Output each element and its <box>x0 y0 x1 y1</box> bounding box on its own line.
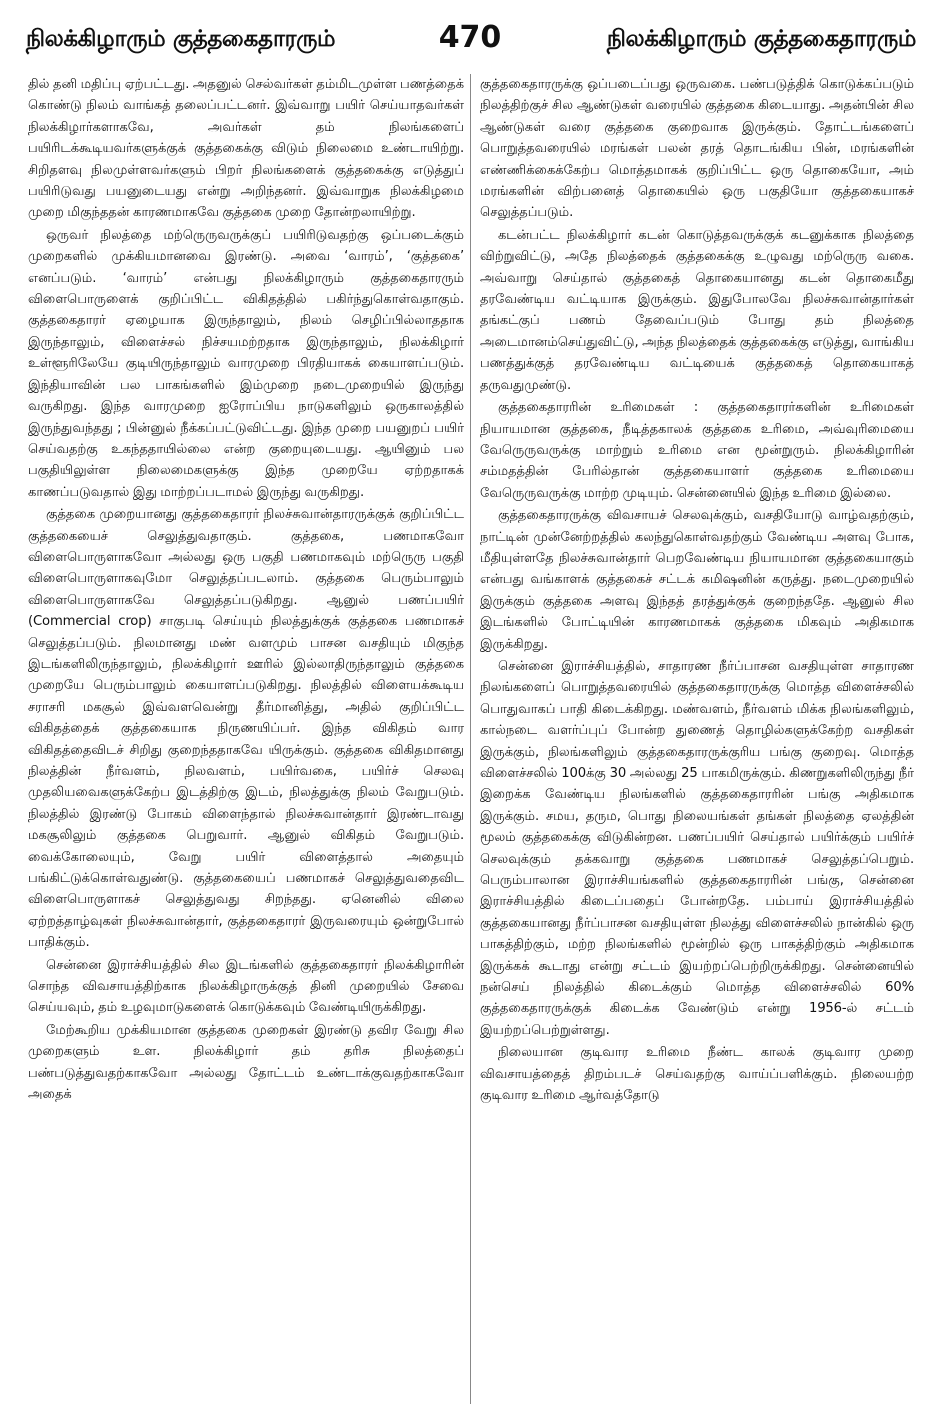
paragraph: ஒருவர் நிலத்தை மற்ருெருவருக்குப் பயிரிடுவதற்கு ஒப்படைக்கும் முறைகளில் முக்கியமானவை இரண்டு. அவை ‘வாரம்’, ‘குத்தகை’ எனப்படும். ‘வாரம்’ என்பது நிலக்கிழாரும் குத்தகைதாரரும் விளைபொருளைக் குறிப்பிட்ட விகிதத்தில் பகிர்ந்துகொள்வதாகும். குத்தகைதாரர் ஏழையாக இருந்தாலும், நிலம் செழிப்பில்லாததாக இருந்தாலும், விளைச்சல் நிச்சயமற்றதாக இருந்தாலும், நிலக்கிழார் உள்ளூரிலேயே குடியிருந்தாலும் வாரமுறை பிரதியாகக் கையாளப்படும். இந்தியாவின் பல பாகங்களில் இம்முறை நடைமுறையில் இருந்து வருகிறது. இந்த வாரமுறை ஐரோப்பிய நாடுகளிலும் ஒருகாலத்தில் இருந்துவந்தது ; பின்னுல் நீக்கப்பட்டுவிட்டது. இந்த முறை பயனுறப் பயிர் செய்வதற்கு உகந்ததாயில்லை என்ற குறையுடையது. ஆயினும் பல பகுதியிலுள்ள நிலைமைகளுக்கு இந்த முறையே ஏற்றதாகக் காணப்படுவதால் இது மாற்றப்படாமல் இருந்து வருகிறது. <box>28 227 464 500</box>
paragraph: தில் தனி மதிப்பு ஏற்பட்டது. அதனுல் செல்வர்கள் தம்மிடமுள்ள பணத்தைக் கொண்டு நிலம் வாங்கத் தலைப்பட்டனர். இவ்வாறு பயிர் செய்யாதவர்கள் நிலக்கிழார்களாகவே, அவர்கள் தம் நிலங்களைப் பயிரிடக்கூடியவர்களுக்குக் குத்தகைக்கு விடும் நிலைமை உண்டாயிற்று. சிறிதளவு நிலமுள்ளவர்களும் பிறர் நிலங்களைக் குத்தகைக்கு எடுத்துப் பயிரிடுவது பயனுடையது என்று அறிந்தனர். இவ்வாறுக நிலக்கிழமை முறை மிகுந்ததன் காரணமாகவே குத்தகை முறை தோன்றலாயிற்று. <box>28 77 464 221</box>
running-head-left: நிலக்கிழாரும் குத்தகைதாரரும் <box>26 26 336 52</box>
paragraph: குத்தகைதாரரின் உரிமைகள் : குத்தகைதாரர்களின் உரிமைகள் நியாயமான குத்தகை, நீடித்தகாலக் குத்தகை உரிமை, அவ்வுரிமையை வேருெருவருக்கு மாற்றும் உரிமை என மூன்றுரும். நிலக்கிழாரின் சம்மதத்தின் பேரில்தான் குத்தகையாளர் குத்தகை உரிமையை வேருெருவருக்கு மாற்ற முடியும். சென்னையில் இந்த உரிமை இல்லை. <box>480 400 914 501</box>
running-head-right: நிலக்கிழாரும் குத்தகைதாரரும் <box>606 26 916 52</box>
page-number: 470 <box>438 20 502 55</box>
paragraph: கடன்பட்ட நிலக்கிழார் கடன் கொடுத்தவருக்குக் கடனுக்காக நிலத்தை விற்றுவிட்டு, அதே நிலத்தைக் குத்தகைக்கு உழுவது மற்ருெரு வகை. அவ்வாறு செய்தால் குத்தகைத் தொகையானது கடன் தொகைமீது தரவேண்டிய வட்டியாக இருக்கும். இதுபோலவே நிலச்சுவான்தார்கள் தங்கட்குப் பணம் தேவைப்படும் போது தம் நிலத்தை அடைமானம்செய்துவிட்டு, அந்த நிலத்தைக் குத்தகைக்கு எடுத்து, வாங்கிய பணத்துக்குத் தரவேண்டிய வட்டியைக் குத்தகைத் தொகையாகத் தருவதுமுண்டு. <box>480 227 914 393</box>
column-divider <box>470 74 471 1404</box>
paragraph: குத்தகைதாரருக்கு ஒப்படைப்பது ஒருவகை. பண்படுத்திக் கொடுக்கப்படும் நிலத்திற்குச் சில ஆண்டுகள் வரையில் குத்தகை கிடையாது. அதன்பின் சில ஆண்டுகள் வரை குத்தகை குறைவாக இருக்கும். தோட்டங்களைப் பொறுத்தவரையில் மரங்கள் பலன் தரத் தொடங்கிய பின், மரங்களின் எண்ணிக்கைக்கேற்ப மொத்தமாகக் குறிப்பிட்ட ஒரு தொகையோ, அம் மரங்களின் விற்பனைத் தொகையில் ஒரு பகுதியோ குத்தகையாகச் செலுத்தப்படும். <box>480 77 914 221</box>
page-header <box>24 20 916 66</box>
paragraph: நிலையான குடிவார உரிமை நீண்ட காலக் குடிவார முறை விவசாயத்தைத் திறம்படச் செய்வதற்கு வாய்ப்பளிக்கும். நிலையற்ற குடிவார உரிமை ஆர்வத்தோடு <box>480 1045 914 1104</box>
paragraph: சென்னை இராச்சியத்தில், சாதாரண நீர்ப்பாசன வசதியுள்ள சாதாரண நிலங்களைப் பொறுத்தவரையில் குத்தகைதாரருக்கு மொத்த விளைச்சலில் பொதுவாகப் பாதி கிடைக்கிறது. மண்வளம், நீர்வளம் மிக்க நிலங்களிலும், கால்நடை வளர்ப்புப் போன்ற துணைத் தொழில்களுக்கேற்ற வசதிகள் இருக்கும், நிலங்களிலும் குத்தகைதாரருக்குரிய பங்கு குறைவு. மொத்த விளைச்சலில் 100க்கு 30 அல்லது 25 பாகமிருக்கும். கிணறுகளிலிருந்து நீர் இறைக்க வேண்டிய நிலங்களில் குத்தகைதாரரின் பங்கு அதிகமாக இருக்கும். சமய, தரும, பொது நிலையங்கள் தங்கள் நிலத்தை ஏலத்தின் மூலம் குத்தகைக்கு விடுகின்றன. பணப்பயிர் செய்தால் பயிர்க்கும் பயிர்ச் செலவுக்கும் தக்கவாறு குத்தகை பணமாகச் செலுத்தப்பெறும். பெரும்பாலான இராச்சியங்களில் குத்தகைதாரரின் பங்கு, சென்னை இராச்சியத்தில் கிடைப்பதைப் போன்றதே. பம்பாய் இராச்சியத்தில் குத்தகையானது நீர்ப்பாசன வசதியுள்ள நிலத்து விளைச்சலில் நான்கில் ஒரு பாகத்திற்கும், மற்ற நிலங்களில் மூன்றில் ஒரு பாகத்திற்கும் அதிகமாக இருக்கக் கூடாது என்று சட்டம் இயற்றப்பெற்றிருக்கிறது. சென்னையில் நன்செய் நிலத்தில் கிடைக்கும் மொத்த விளைச்சலில் 60% குத்தகைதாரருக்குக் கிடைக்க வேண்டும் என்று 1956-ல் சட்டம் இயற்றப்பெற்றுள்ளது. <box>480 658 914 1038</box>
right-column <box>480 74 914 1414</box>
paragraph: குத்தகை முறையானது குத்தகைதாரர் நிலச்சுவான்தாரருக்குக் குறிப்பிட்ட குத்தகையைச் செலுத்துவதாகும். குத்தகை, பணமாகவோ விளைபொருளாகவோ அல்லது ஒரு பகுதி பணமாகவும் மற்ருெரு பகுதி விளைபொருளாகவுமோ செலுத்தப்படலாம். குத்தகை பெரும்பாலும் விளைபொருளாகவே செலுத்தப்படுகிறது. ஆனுல் பணப்பயிர் (Commercial crop) சாகுபடி செய்யும் நிலத்துக்குக் குத்தகை பணமாகச் செலுத்தப்படும். நிலமானது மண் வளமும் பாசன வசதியும் மிகுந்த இடங்களிலிருந்தாலும், நிலக்கிழார் ஊரில் இல்லாதிருந்தாலும் குத்தகை முறையே பெரும்பாலும் கையாளப்படுகிறது. நிலத்தில் விளையக்கூடிய சராசரி மகசூல் இவ்வளவென்று தீர்மானித்து, அதில் குறிப்பிட்ட விகிதத்தைக் குத்தகையாக நிருணயிப்பர். இந்த விகிதம் வார விகிதத்தைவிடச் சிறிது குறைந்ததாகவே யிருக்கும். குத்தகை விகிதமானது நிலத்தின் நீர்வளம், நிலவளம், பயிர்வகை, பயிர்ச் செலவு முதலியவைகளுக்கேற்ப இடத்திற்கு இடம், நிலத்துக்கு நிலம் வேறுபடும். நிலத்தில் இரண்டு போகம் விளைந்தால் நிலச்சுவான்தார் இரண்டாவது மகசூலிலும் குத்தகை பெறுவார். ஆனுல் விகிதம் வேறுபடும். வைக்கோலையும், வேறு பயிர் விளைத்தால் அதையும் பங்கிட்டுக்கொள்வதுண்டு. குத்தகையைப் பணமாகச் செலுத்துவதைவிட விளைபொருளாகச் செலுத்துவது சிறந்தது. ஏனெனில் விலை ஏற்றத்தாழ்வுகள் நிலச்சுவான்தார், குத்தகைதாரர் இருவரையும் ஒன்றுபோல் பாதிக்கும். <box>28 507 464 951</box>
paragraph: குத்தகைதாரருக்கு விவசாயச் செலவுக்கும், வசதியோடு வாழ்வதற்கும், நாட்டின் முன்னேற்றத்தில் கலந்துகொள்வதற்கும் வேண்டிய அளவு போக, மீதியுள்ளதே நிலச்சுவான்தார் பெறவேண்டிய நியாயமான குத்தகையாகும் என்பது வங்காளக் குத்தகைச் சட்டக் கமிஷனின் கருத்து. நடைமுறையில் இருக்கும் குத்தகை அளவு இந்தத் தரத்துக்குக் குறைந்ததே. ஆனுல் சில இடங்களில் போட்டியின் காரணமாகக் குத்தகை மிகவும் அதிகமாக இருக்கிறது. <box>480 508 914 652</box>
paragraph: சென்னை இராச்சியத்தில் சில இடங்களில் குத்தகைதாரர் நிலக்கிழாரின் சொந்த விவசாயத்திற்காக நிலக்கிழாருக்குத் தினி முறையில் சேவை செய்யவும், தம் உழவுமாடுகளைக் கொடுக்கவும் வேண்டியிருக்கிறது. <box>28 957 464 1016</box>
left-column <box>28 74 464 1414</box>
paragraph: மேற்கூறிய முக்கியமான குத்தகை முறைகள் இரண்டு தவிர வேறு சில முறைகளும் உள. நிலக்கிழார் தம் தரிசு நிலத்தைப் பண்படுத்துவதற்காகவோ அல்லது தோட்டம் உண்டாக்குவதற்காகவோ அதைக் <box>28 1022 464 1103</box>
